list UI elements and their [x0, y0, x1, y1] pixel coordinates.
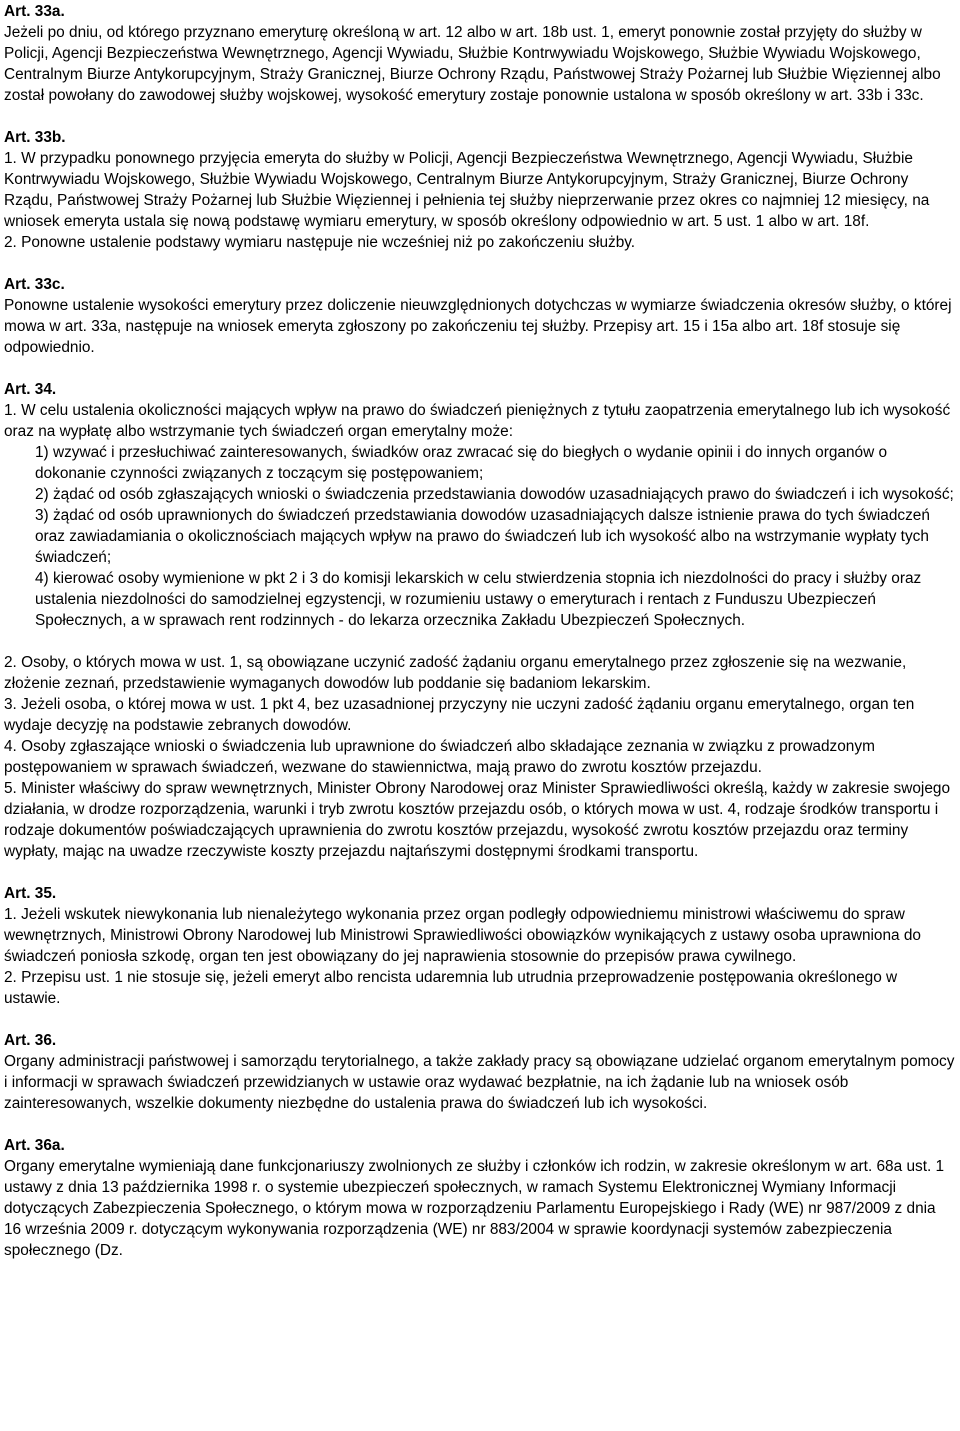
paragraph: Organy emerytalne wymieniają dane funkcjonariuszy zwolnionych ze służby i członków ich rodzin, w zakresie określonym w art. 68a ust. 1 ustawy z dnia 13 października 1998 r. o systemie ubezpieczeń społecznych, w ramach Systemu Elektronicznej Wymiany Informacji dotyczących Zabezpieczenia Społecznego, o którym mowa w rozporządzeniu Parlamentu Europejskiego i Rady (WE) nr 987/2009 z dnia 16 września 2009 r. dotyczącym wykonywania rozporządzenia (WE) nr 883/2004 w sprawie koordynacji systemów zabezpieczenia społecznego (Dz. — [4, 1158, 945, 1259]
paragraph: 1. W przypadku ponownego przyjęcia emeryta do służby w Policji, Agencji Bezpieczeństwa Wewnętrznego, Agencji Wywiadu, Służbie Kontrwywiadu Wojskowego, Służbie Wywiadu Wojskowego, Centralnym Biurze Antykorupcyjnym, Straży Granicznej, Biurze Ochrony Rządu, Państwowej Straży Pożarnej lub Służbie Więziennej i pełnienia tej służby nieprzerwanie przez okres co najmniej 12 miesięcy, na wniosek emeryta ustala się nową podstawę wymiaru emerytury, w sposób określony odpowiednio w art. 5 ust. 1 albo w art. 18f. — [4, 150, 930, 230]
paragraph: 2. Przepisu ust. 1 nie stosuje się, jeżeli emeryt albo rencista udaremnia lub utrudnia przeprowadzenie postępowania określonego w ustawie. — [4, 969, 898, 1007]
article-heading: Art. 33b. — [4, 129, 66, 146]
article-33c — [4, 274, 956, 358]
list-item: 1) wzywać i przesłuchiwać zainteresowanych, świadków oraz zwracać się do biegłych o wydanie opinii i do innych organów o dokonanie czynności związanych z toczącym się postępowaniem; — [35, 444, 888, 482]
list-item: 4) kierować osoby wymienione w pkt 2 i 3 do komisji lekarskich w celu stwierdzenia stopnia ich niezdolności do pracy i służby oraz ustalenia niezdolności do samodzielnej egzystencji, w rozumieniu ustawy o emeryturach i rentach z Funduszu Ubezpieczeń Społecznych, a w sprawach rent rodzinnych - do lekarza orzecznika Zakładu Ubezpieczeń Społecznych. — [35, 570, 922, 629]
paragraph: 1. Jeżeli wskutek niewykonania lub nienależytego wykonania przez organ podległy odpowiedniemu ministrowi właściwemu do spraw wewnętrznych, Ministrowi Obrony Narodowej lub Ministrowi Sprawiedliwości obowiązków wynikających z ustawy osoba uprawniona do świadczeń poniosła szkodę, organ ten jest obowiązany do jej naprawienia stosownie do przepisów prawa cywilnego. — [4, 906, 921, 965]
paragraph: 3. Jeżeli osoba, o której mowa w ust. 1 pkt 4, bez uzasadnionej przyczyny nie uczyni zadość żądaniu organu emerytalnego, organ ten wydaje decyzję na podstawie zebranych dowodów. — [4, 696, 915, 734]
paragraph: 2. Osoby, o których mowa w ust. 1, są obowiązane uczynić zadość żądaniu organu emerytalnego przez zgłoszenie się na wezwanie, złożenie zeznań, przedstawienie wymaganych dowodów lub poddanie się badaniom lekarskim. — [4, 654, 907, 692]
spacer — [4, 631, 956, 652]
paragraph: Organy administracji państwowej i samorządu terytorialnego, a także zakłady pracy są obowiązane udzielać organom emerytalnym pomocy i informacji w sprawach świadczeń przewidzianych w ustawie oraz wydawać bezpłatnie, na ich żądanie lub na wniosek osób zainteresowanych, wszelkie dokumenty niezbędne do ustalenia prawa do świadczeń lub ich wysokości. — [4, 1053, 955, 1112]
list-item: 2) żądać od osób zgłaszających wnioski o świadczenia przedstawiania dowodów uzasadniających prawo do świadczeń i ich wysokość; — [35, 486, 954, 503]
article-35 — [4, 883, 956, 1009]
paragraph: 4. Osoby zgłaszające wnioski o świadczenia lub uprawnione do świadczeń albo składające zeznania w związku z prowadzonym postępowaniem w sprawach świadczeń, wezwane do stawiennictwa, mają prawo do zwrotu kosztów przejazdu. — [4, 738, 875, 776]
list-item: 3) żądać od osób uprawnionych do świadczeń przedstawiania dowodów uzasadniających dalsze istnienie prawa do tych świadczeń oraz zawiadamiania o okolicznościach mających wpływ na prawo do świadczeń lub ich wysokość albo na wstrzymanie wypłaty tych świadczeń; — [35, 507, 930, 566]
article-heading: Art. 36. — [4, 1032, 57, 1049]
article-34 — [4, 379, 956, 862]
article-36 — [4, 1030, 956, 1114]
paragraph: 1. W celu ustalenia okoliczności mających wpływ na prawo do świadczeń pieniężnych z tytułu zaopatrzenia emerytalnego lub ich wysokość oraz na wypłatę albo wstrzymanie tych świadczeń organ emerytalny może: — [4, 402, 951, 440]
paragraph: Ponowne ustalenie wysokości emerytury przez doliczenie nieuwzględnionych dotychczas w wymiarze świadczenia okresów służby, o której mowa w art. 33a, następuje na wniosek emeryta zgłoszony po zakończeniu tej służby. Przepisy art. 15 i 15a albo art. 18f stosuje się odpowiednio. — [4, 297, 952, 356]
paragraph: 5. Minister właściwy do spraw wewnętrznych, Minister Obrony Narodowej oraz Minister Sprawiedliwości określą, każdy w zakresie swojego działania, w drodze rozporządzenia, warunki i tryb zwrotu kosztów przejazdu osób, o których mowa w ust. 4, rodzaje środków transportu i rodzaje dokumentów poświadczających uprawnienia do zwrotu kosztów przejazdu, wysokość zwrotu kosztów przejazdu oraz terminy wypłaty, mając na uwadze rzeczywiste koszty przejazdu najtańszymi dostępnymi środkami transportu. — [4, 780, 951, 860]
article-heading: Art. 34. — [4, 381, 57, 398]
paragraph: Jeżeli po dniu, od którego przyznano emeryturę określoną w art. 12 albo w art. 18b ust. 1, emeryt ponownie został przyjęty do służby w Policji, Agencji Bezpieczeństwa Wewnętrznego, Agencji Wywiadu, Służbie Kontrwywiadu Wojskowego, Służbie Wywiadu Wojskowego, Centralnym Biurze Antykorupcyjnym, Straży Granicznej, Biurze Ochrony Rządu, Państwowej Straży Pożarnej lub Służbie Więziennej albo został powołany do zawodowej służby wojskowej, wysokość emerytury zostaje ponownie ustalona w sposób określony w art. 33b i 33c. — [4, 24, 941, 104]
paragraph: 2. Ponowne ustalenie podstawy wymiaru następuje nie wcześniej niż po zakończeniu służby. — [4, 234, 636, 251]
article-heading: Art. 35. — [4, 885, 57, 902]
article-33b — [4, 127, 956, 253]
article-33a — [4, 1, 956, 106]
article-heading: Art. 33c. — [4, 276, 65, 293]
article-heading: Art. 33a. — [4, 3, 65, 20]
article-heading: Art. 36a. — [4, 1137, 65, 1154]
article-36a — [4, 1135, 956, 1261]
